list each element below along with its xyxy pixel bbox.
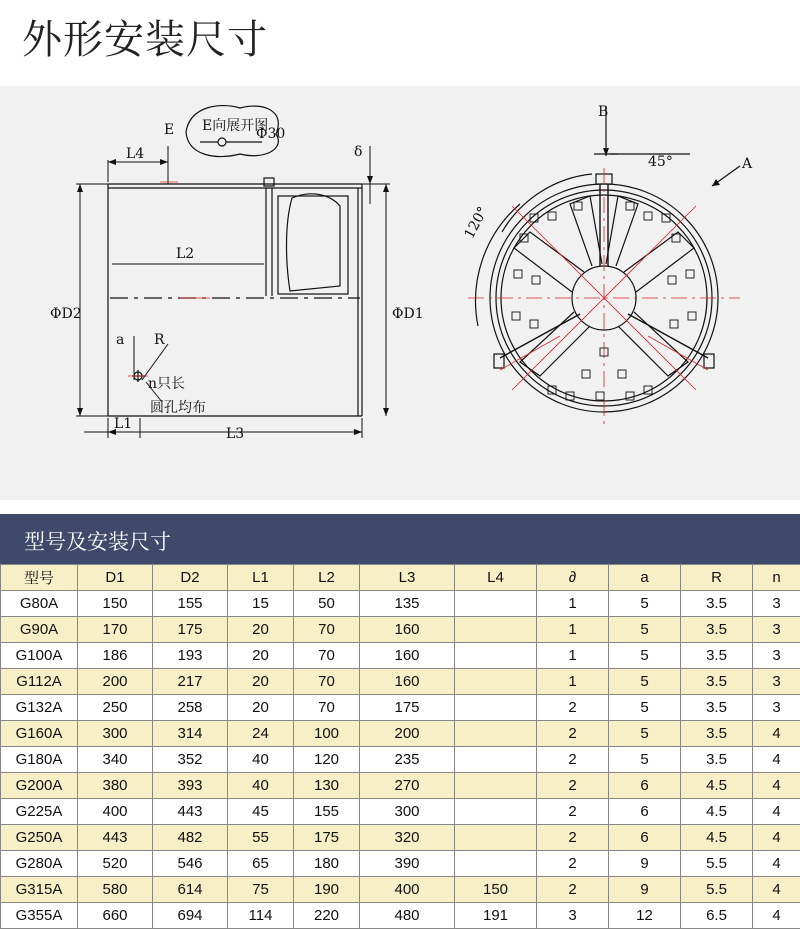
table-cell: 6 <box>609 825 681 851</box>
table-cell: 3 <box>753 669 800 695</box>
table-cell: 40 <box>228 773 294 799</box>
table-cell: 393 <box>153 773 228 799</box>
table-cell: 390 <box>360 851 455 877</box>
page-title: 外形安装尺寸 <box>22 8 268 65</box>
technical-drawing <box>0 86 800 500</box>
table-cell <box>455 721 537 747</box>
table-cell: 70 <box>294 669 360 695</box>
table-cell: 50 <box>294 591 360 617</box>
table-cell <box>455 825 537 851</box>
table-row <box>1 591 800 617</box>
table-cell: 580 <box>78 877 153 903</box>
table-cell <box>455 617 537 643</box>
table-cell: 135 <box>360 591 455 617</box>
label-l2: L2 <box>176 246 194 262</box>
table-cell: 4 <box>753 851 800 877</box>
table-cell: 55 <box>228 825 294 851</box>
label-phi-d1: ΦD1 <box>392 306 424 322</box>
label-l3: L3 <box>226 426 244 442</box>
table-cell: 5 <box>609 695 681 721</box>
table-cell: 3.5 <box>681 695 753 721</box>
table-cell: 9 <box>609 851 681 877</box>
table-row <box>1 617 800 643</box>
label-phi30: Φ30 <box>256 126 285 142</box>
table-cell: 3.5 <box>681 669 753 695</box>
table-row <box>1 747 800 773</box>
table-cell: G132A <box>1 695 78 721</box>
table-cell: 3 <box>537 903 609 929</box>
table-cell <box>455 799 537 825</box>
table-header-row <box>1 565 800 591</box>
table-cell: 2 <box>537 799 609 825</box>
table-cell: 4 <box>753 903 800 929</box>
table-cell: 2 <box>537 773 609 799</box>
col-header: D2 <box>153 565 228 591</box>
table-cell <box>455 695 537 721</box>
table-cell: 175 <box>294 825 360 851</box>
table-cell: 352 <box>153 747 228 773</box>
label-n-holes: n只长 <box>148 376 185 392</box>
table-cell: 5 <box>609 669 681 695</box>
table-cell: 70 <box>294 695 360 721</box>
side-view <box>108 178 362 416</box>
table-cell: 400 <box>360 877 455 903</box>
table-cell: 270 <box>360 773 455 799</box>
table-cell: 480 <box>360 903 455 929</box>
col-header: 型号 <box>1 565 78 591</box>
table-cell: 160 <box>360 617 455 643</box>
label-delta: δ <box>354 144 362 160</box>
table-cell: 400 <box>78 799 153 825</box>
table-cell: G315A <box>1 877 78 903</box>
table-cell: 258 <box>153 695 228 721</box>
col-header: a <box>609 565 681 591</box>
table-cell: G250A <box>1 825 78 851</box>
table-cell: 660 <box>78 903 153 929</box>
table-cell: 150 <box>455 877 537 903</box>
table-cell: 5 <box>609 617 681 643</box>
table-cell: 443 <box>78 825 153 851</box>
table-cell: 12 <box>609 903 681 929</box>
table-row <box>1 903 800 929</box>
table-row <box>1 799 800 825</box>
label-120: 120° <box>462 204 492 241</box>
table-cell: 180 <box>294 851 360 877</box>
table-cell: 1 <box>537 643 609 669</box>
table-cell: G180A <box>1 747 78 773</box>
table-cell: 193 <box>153 643 228 669</box>
table-cell: 15 <box>228 591 294 617</box>
table-cell: 5.5 <box>681 877 753 903</box>
table-cell: 4 <box>753 877 800 903</box>
label-r: R <box>154 332 165 348</box>
table-cell: 4.5 <box>681 773 753 799</box>
table-cell <box>455 669 537 695</box>
label-l1: L1 <box>114 416 132 432</box>
table-cell: 150 <box>78 591 153 617</box>
table-cell: 694 <box>153 903 228 929</box>
table-cell: 340 <box>78 747 153 773</box>
drawing-svg <box>0 86 800 500</box>
table-cell: 235 <box>360 747 455 773</box>
table-cell: 4 <box>753 799 800 825</box>
table-cell: 3.5 <box>681 591 753 617</box>
label-holes-even: 圆孔均布 <box>150 399 206 416</box>
table-cell <box>455 591 537 617</box>
table-cell: G160A <box>1 721 78 747</box>
col-header: n <box>753 565 800 591</box>
table-cell: 200 <box>360 721 455 747</box>
table-cell: 2 <box>537 747 609 773</box>
table-cell: 2 <box>537 877 609 903</box>
col-header: D1 <box>78 565 153 591</box>
table-body <box>1 591 800 929</box>
table-cell: 3 <box>753 695 800 721</box>
col-header: L2 <box>294 565 360 591</box>
table-cell: 380 <box>78 773 153 799</box>
table-row <box>1 695 800 721</box>
table-cell: 20 <box>228 695 294 721</box>
label-e: E <box>164 122 174 138</box>
table-cell <box>455 747 537 773</box>
table-cell <box>455 851 537 877</box>
table-cell: 200 <box>78 669 153 695</box>
col-header: ∂ <box>537 565 609 591</box>
table-cell: G90A <box>1 617 78 643</box>
table-cell: G280A <box>1 851 78 877</box>
label-45: 45° <box>648 154 673 170</box>
table-row <box>1 825 800 851</box>
label-a-view: A <box>741 156 753 172</box>
table-cell: G100A <box>1 643 78 669</box>
label-phi-d2: ΦD2 <box>50 306 82 322</box>
table-cell: 3 <box>753 617 800 643</box>
table-cell: 443 <box>153 799 228 825</box>
table-cell: 170 <box>78 617 153 643</box>
table-cell: 1 <box>537 617 609 643</box>
construction-lines <box>128 168 740 426</box>
table-cell: 160 <box>360 643 455 669</box>
table-cell: 546 <box>153 851 228 877</box>
label-a: a <box>116 332 124 348</box>
table-cell: 155 <box>294 799 360 825</box>
table-cell: 4 <box>753 773 800 799</box>
table-cell: 114 <box>228 903 294 929</box>
spec-table <box>0 564 800 929</box>
table-cell: 186 <box>78 643 153 669</box>
table-row <box>1 669 800 695</box>
table-cell: 3.5 <box>681 617 753 643</box>
table-cell: 6 <box>609 773 681 799</box>
table-cell: 175 <box>360 695 455 721</box>
table-cell: 300 <box>78 721 153 747</box>
table-cell: 3.5 <box>681 721 753 747</box>
table-cell <box>455 773 537 799</box>
table-cell: G112A <box>1 669 78 695</box>
table-cell: 4 <box>753 747 800 773</box>
table-cell: 160 <box>360 669 455 695</box>
table-cell: 191 <box>455 903 537 929</box>
table-cell: G200A <box>1 773 78 799</box>
table-row <box>1 643 800 669</box>
col-header: L3 <box>360 565 455 591</box>
table-cell: 3 <box>753 643 800 669</box>
table-cell: 70 <box>294 617 360 643</box>
table-cell: G355A <box>1 903 78 929</box>
label-l4: L4 <box>126 146 144 162</box>
table-row <box>1 851 800 877</box>
table-cell: 130 <box>294 773 360 799</box>
table-cell: 3 <box>753 591 800 617</box>
table-cell: 1 <box>537 591 609 617</box>
table-cell: G225A <box>1 799 78 825</box>
table-cell: 300 <box>360 799 455 825</box>
table-cell: 1 <box>537 669 609 695</box>
table-cell: 320 <box>360 825 455 851</box>
table-cell: 2 <box>537 721 609 747</box>
table-cell: 9 <box>609 877 681 903</box>
table-cell: 65 <box>228 851 294 877</box>
table-cell: 6 <box>609 799 681 825</box>
table-cell: 5 <box>609 747 681 773</box>
table-cell: 5 <box>609 643 681 669</box>
table-cell <box>455 643 537 669</box>
table-cell: 4 <box>753 825 800 851</box>
label-b: B <box>598 104 608 120</box>
table-cell: 314 <box>153 721 228 747</box>
table-cell: 520 <box>78 851 153 877</box>
table-caption-bar <box>0 514 800 564</box>
table-cell: 482 <box>153 825 228 851</box>
table-cell: 4 <box>753 721 800 747</box>
table-cell: 100 <box>294 721 360 747</box>
table-cell: 190 <box>294 877 360 903</box>
table-cell: 40 <box>228 747 294 773</box>
col-header: R <box>681 565 753 591</box>
label-e-view: E向展开图 <box>202 118 268 134</box>
table-cell: 20 <box>228 643 294 669</box>
table-cell: 75 <box>228 877 294 903</box>
table-cell: 3.5 <box>681 747 753 773</box>
table-cell: 4.5 <box>681 825 753 851</box>
table-cell: 5.5 <box>681 851 753 877</box>
table-cell: 2 <box>537 825 609 851</box>
table-cell: 2 <box>537 851 609 877</box>
dimension-lines <box>76 146 390 438</box>
table-cell: 45 <box>228 799 294 825</box>
table-cell: 2 <box>537 695 609 721</box>
table-cell: 70 <box>294 643 360 669</box>
table-cell: 4.5 <box>681 799 753 825</box>
table-row <box>1 721 800 747</box>
table-cell: 5 <box>609 591 681 617</box>
table-row <box>1 877 800 903</box>
table-cell: 6.5 <box>681 903 753 929</box>
table-cell: 175 <box>153 617 228 643</box>
table-cell: 250 <box>78 695 153 721</box>
table-cell: 20 <box>228 617 294 643</box>
table-cell: 120 <box>294 747 360 773</box>
table-cell: 220 <box>294 903 360 929</box>
table-cell: 614 <box>153 877 228 903</box>
table-cell: 155 <box>153 591 228 617</box>
col-header: L1 <box>228 565 294 591</box>
table-cell: 217 <box>153 669 228 695</box>
table-caption: 型号及安装尺寸 <box>24 526 171 556</box>
col-header: L4 <box>455 565 537 591</box>
table-cell: 24 <box>228 721 294 747</box>
table-cell: 5 <box>609 721 681 747</box>
table-cell: 3.5 <box>681 643 753 669</box>
table-row <box>1 773 800 799</box>
table-cell: G80A <box>1 591 78 617</box>
table-cell: 20 <box>228 669 294 695</box>
